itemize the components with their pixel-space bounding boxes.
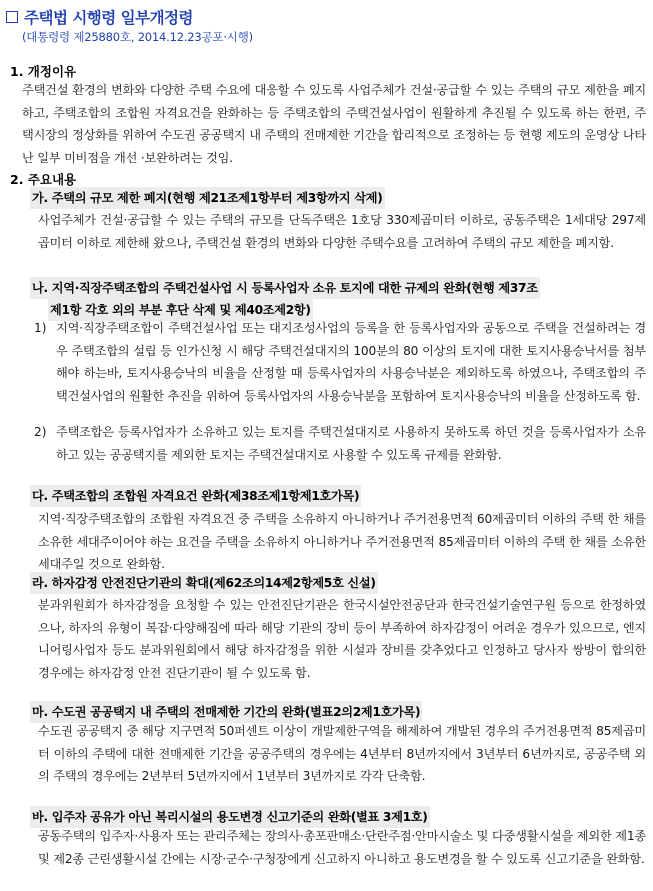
item-b-p2-number: 2) [34,425,47,439]
item-d-text: 분과위원회가 하자감정을 요청할 수 있는 안전진단기관은 한국시설안전공단과 한국건설기술연구원 등으로 한정하였으나, 하자의 유형이 복잡·다양해짐에 따라 해당 기관의 장비 등이 부족하여 하자감정이 어려운 경우가 있으므로, 엔지니어링사업자 등도 분과위원회에서 해당 하자감정을 위한 시설과 장비를 갖추었다고 인정하고 당사자 쌍방이 합의한 경우에는 하자감정 안전 진단기관이 될 수 있도록 함. [38,598,646,680]
item-f-heading: 바. 입주자 공유가 아닌 복리시설의 용도변경 신고기준의 완화(별표 3제1호) [30,806,430,828]
document-title: 주택법 시행령 일부개정령 [24,9,193,27]
document-subtitle: (대통령령 제25880호, 2014.12.23공포·시행) [22,30,253,44]
section-1-heading: 1. 개정이유 [10,64,77,79]
item-c-heading: 다. 주택조합의 조합원 자격요건 완화(제38조제1항제1호가목) [30,485,361,507]
item-a-text: 사업주체가 건설·공급할 수 있는 주택의 규모를 단독주택은 1호당 330제곱미터 이하로, 공동주택은 1세대당 297제곱미터 이하로 제한해 왔으나, 주택건설 환경의 변화와 다양한 주택수요를 고려하여 주택의 규모 제한을 폐지함. [38,213,646,250]
item-b-p1-number: 1) [34,321,47,335]
checkbox-icon [6,11,18,23]
item-e-text: 수도권 공공택지 중 해당 지구면적 50퍼센트 이상이 개발제한구역을 해제하여 개발된 경우의 주거전용면적 85제곱미터 이하의 주택에 대한 전매제한 기간을 공공주택의 경우에는 4년부터 8년까지에서 3년부터 6년까지로, 공공주택 외의 주택의 경우에는 2년부터 5년까지에서 1년부터 3년까지로 각각 단축함. [38,724,646,783]
item-b-heading-line1: 나. 지역·직장주택조합의 주택건설사업 시 등록사업자 소유 토지에 대한 규제의 완화(현행 제37조 [30,277,540,299]
item-b-p2-text: 주택조합은 등록사업자가 소유하고 있는 토지를 주택건설대지로 사용하지 못하도록 하던 것을 등록사업자가 소유하고 있는 공공택지를 제외한 토지는 주택건설대지로 사용할 수 있도록 규제를 완화함. [56,425,646,462]
item-b-p1-text: 지역·직장주택조합이 주택건설사업 또는 대지조성사업의 등록을 한 등록사업자와 공동으로 주택을 건설하려는 경우 주택조합의 설립 등 인가신청 시 해당 주택건설대지의 100분의 80 이상의 토지에 대한 토지사용승낙서를 첨부해야 하는바, 토지사용승낙의 비율을 산정할 때 등록사업자의 사용승낙분은 제외하도록 하였으나, 주택조합의 주택건설사업의 원활한 추진을 위하여 등록사업자의 사용승낙분을 포함하여 토지사용승낙의 비율을 산정하도록 함. [56,321,646,403]
item-c-text: 지역·직장주택조합의 조합원 자격요건 중 주택을 소유하지 아니하거나 주거전용면적 60제곱미터 이하의 주택 한 채를 소유한 세대주이어야 하는 요건을 주택을 소유하지 아니하거나 주거전용면적 85제곱미터 이하의 주택 한 채를 소유한 세대주일 것으로 완화함. [38,512,646,571]
title-row [6,6,193,28]
section-1-text: 주택건설 환경의 변화와 다양한 주택 수요에 대응할 수 있도록 사업주체가 건설·공급할 수 있는 주택의 규모 제한을 폐지하고, 주택조합의 조합원 자격요건을 완화하는 등 주택조합의 주택건설사업이 원활하게 추진될 수 있도록 하는 한편, 주택시장의 정상화를 위하여 수도권 공공택지 내 주택의 전매제한 기간을 합리적으로 조정하는 등 현행 제도의 운영상 나타난 일부 미비점을 개선 ·보완하려는 것임. [22,83,646,165]
section-2-heading: 2. 주요내용 [10,172,77,187]
item-b-heading-line2: 제1항 각호 외의 부분 후단 삭제 및 제40조제2항) [48,299,313,321]
item-d-heading: 라. 하자감정 안전진단기관의 확대(제62조의14제2항제5호 신설) [30,572,378,594]
item-a-heading: 가. 주택의 규모 제한 폐지(현행 제21조제1항부터 제3항까지 삭제) [30,187,385,209]
item-e-heading: 마. 수도권 공공택지 내 주택의 전매제한 기간의 완화(별표2의2제1호가목) [30,701,422,723]
item-f-text: 공동주택의 입주자·사용자 또는 관리주체는 장의사·총포판매소·단란주점·안마시술소 및 다중생활시설을 제외한 제1종 및 제2종 근린생활시설 간에는 시장·군수·구청장에게 신고하지 아니하고 용도변경을 할 수 있도록 신고기준을 완화함. [38,829,646,866]
